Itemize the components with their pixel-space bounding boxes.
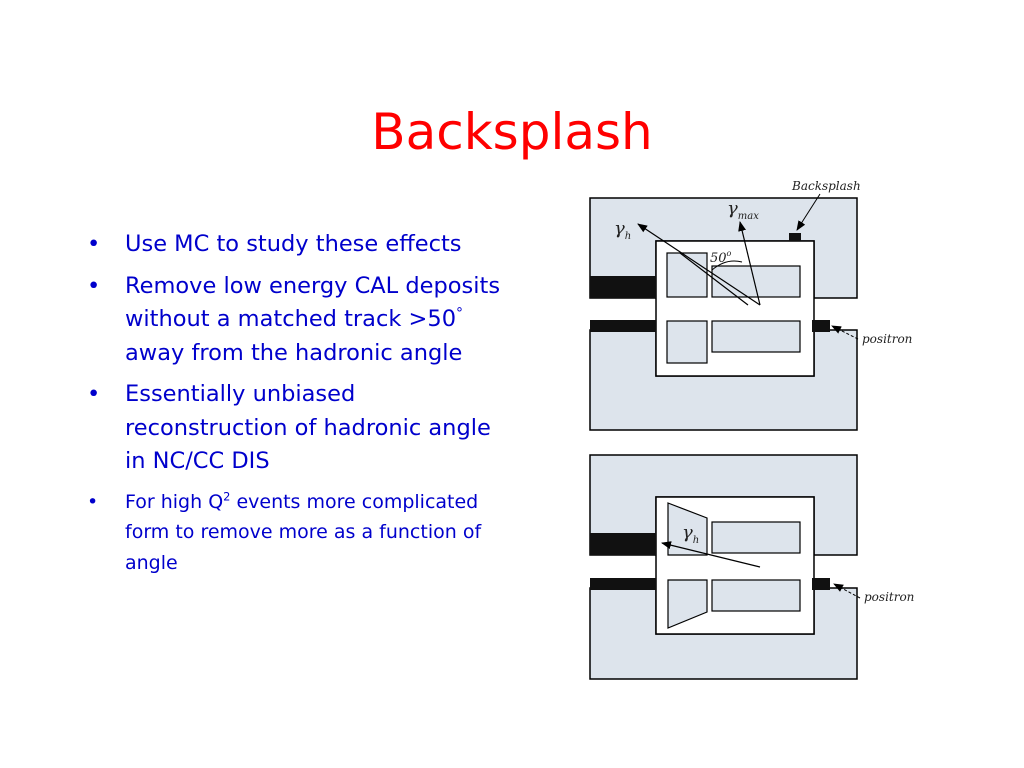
gamma-max-label: $\gamma_{max}$: [727, 198, 759, 222]
bullet-item: [85, 270, 505, 371]
cal-module-left-lower: [667, 321, 707, 363]
bullet-dot-icon: •: [87, 490, 99, 513]
bullet-item: [85, 487, 505, 579]
angle-label: 50$^o$: [710, 249, 732, 266]
beampipe-right-lower: [812, 320, 830, 332]
bullet-item: [85, 378, 505, 479]
detector-diagram: [585, 175, 925, 685]
top-detector-panel: [590, 179, 912, 430]
cal-module-right-lower: [712, 580, 800, 611]
bullet-dot-icon: •: [87, 231, 101, 257]
bullet-text: Remove low energy CAL deposits without a matched track >50° away from the hadronic angle: [125, 272, 501, 366]
gamma-h-label: $\gamma_h$: [682, 522, 700, 546]
positron-label: positron: [864, 590, 915, 604]
cal-module-left-upper: [667, 253, 707, 297]
gamma-h-label: $\gamma_h$: [614, 218, 632, 242]
bullet-item: [85, 228, 505, 262]
bullet-dot-icon: •: [87, 272, 101, 299]
beampipe-left-upper: [590, 533, 656, 555]
bullet-text: For high $Q^2$ events more complicated form to remove more as a function of angle: [125, 489, 482, 574]
backsplash-block: [789, 233, 801, 241]
beampipe-right-lower: [812, 578, 830, 590]
bottom-detector-panel: [590, 455, 914, 679]
slide-title: Backsplash: [371, 103, 653, 161]
beampipe-left-lower: [590, 578, 656, 590]
cal-module-right-upper: [712, 522, 800, 553]
beampipe-left-upper: [590, 276, 656, 298]
cal-module-right-lower: [712, 321, 800, 352]
beampipe-left-lower: [590, 320, 656, 332]
backsplash-label: Backsplash: [792, 179, 861, 193]
bullet-list: [85, 228, 505, 586]
bullet-text: Essentially unbiased reconstruction of hadronic angle in NC/CC DIS: [125, 381, 491, 474]
bullet-dot-icon: •: [87, 381, 101, 407]
positron-label: positron: [862, 332, 913, 346]
superscript: 2: [223, 489, 231, 504]
bullet-text: Use MC to study these effects: [125, 231, 462, 257]
degree-symbol: °: [456, 305, 463, 322]
